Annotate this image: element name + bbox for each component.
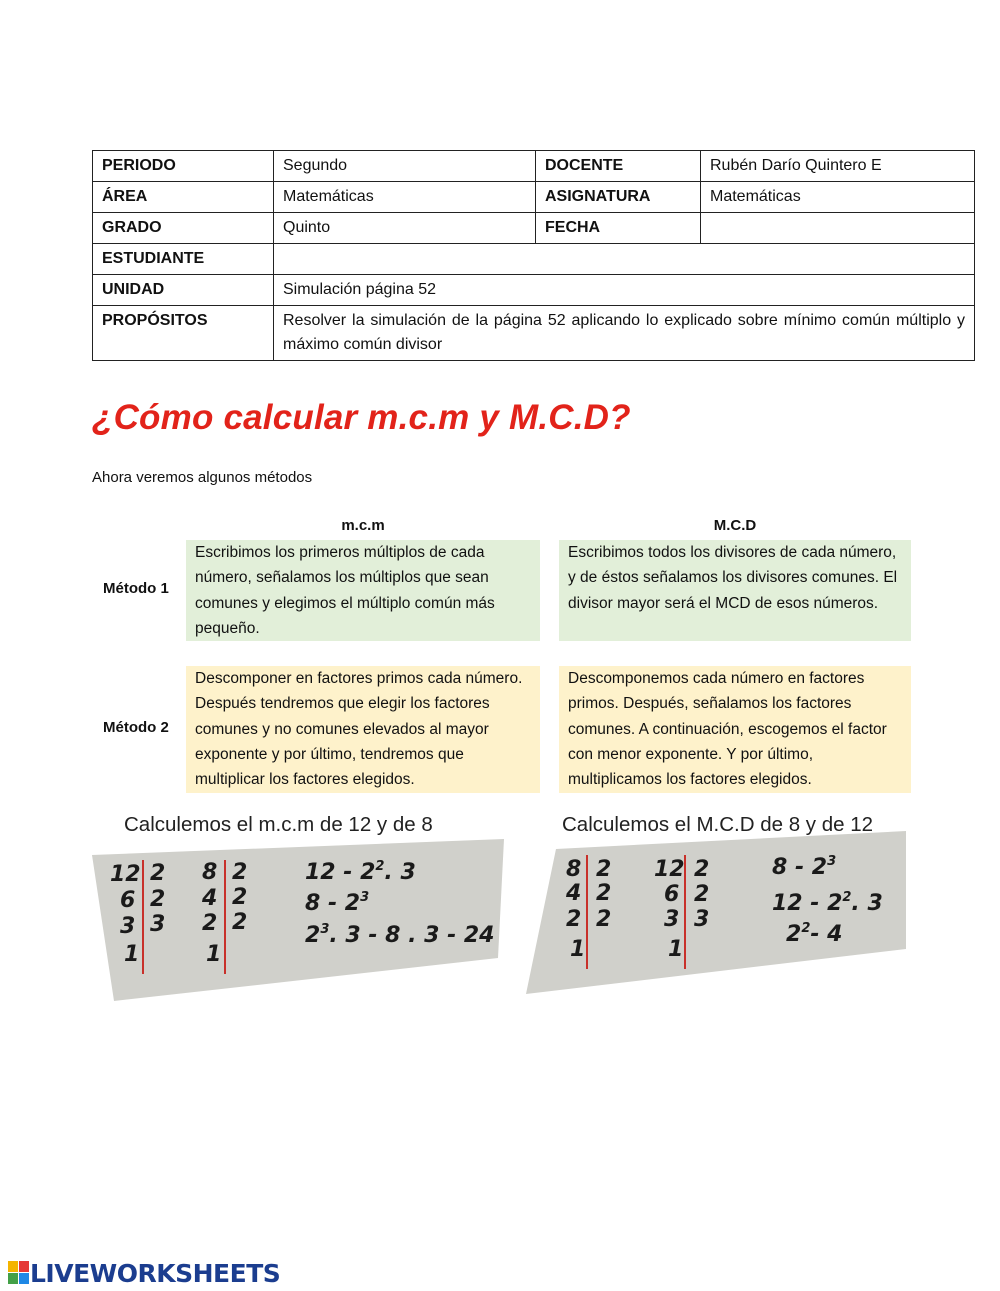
result-line xyxy=(786,921,842,947)
table-row xyxy=(93,182,975,213)
grado-label: GRADO xyxy=(93,213,274,244)
metodo1-label: Método 1 xyxy=(103,580,169,597)
divisor-cell: 2 xyxy=(596,881,612,906)
metodo2-mcm-box: Descomponer en factores primos cada número. Después tendremos que elegir los factores comunes y no comunes elevados al mayor exponente y por último, tendremos que multiplicar los factores elegidos. xyxy=(186,666,540,793)
info-table xyxy=(92,150,975,361)
metodo1-mcd-box: Escribimos todos los divisores de cada número, y de éstos señalamos los divisores comunes. El divisor mayor será el MCD de esos números. xyxy=(559,540,911,641)
table-row xyxy=(93,151,975,182)
intro-text: Ahora veremos algunos métodos xyxy=(92,469,313,486)
divisor-cell: 2 xyxy=(150,861,166,886)
liveworksheets-logo xyxy=(8,1258,280,1288)
mcm-column-header: m.c.m xyxy=(341,517,385,534)
mcd-example-board xyxy=(524,825,944,1005)
divisor-cell: 2 xyxy=(694,857,710,882)
estudiante-field[interactable] xyxy=(274,244,975,275)
divisor-cell: 2 xyxy=(596,857,612,882)
table-row xyxy=(93,306,975,361)
docente-value: Rubén Darío Quintero E xyxy=(701,151,975,182)
expr-text: 2 xyxy=(786,922,802,947)
metodo1-mcm-box: Escribimos los primeros múltiplos de cada número, señalamos los múltiplos que sean comunes y elegimos el múltiplo común más pequeño. xyxy=(186,540,540,641)
mcm-example-title: Calculemos el m.c.m de 12 y de 8 xyxy=(124,813,433,836)
periodo-label: PERIODO xyxy=(93,151,274,182)
factorization-line xyxy=(305,859,416,885)
exponent: 2 xyxy=(842,890,852,905)
propositos-value: Resolver la simulación de la página 52 aplicando lo explicado sobre mínimo común múltiplo y máximo común divisor xyxy=(274,306,975,361)
number-cell: 1 xyxy=(206,942,222,967)
number-cell: 6 xyxy=(664,882,680,907)
number-cell: 4 xyxy=(202,886,218,911)
expr-text: 2 xyxy=(305,923,321,948)
number-cell: 3 xyxy=(120,914,136,939)
expr-text: 12 - 2 xyxy=(772,891,843,916)
expr-text: 12 - 2 xyxy=(305,860,376,885)
expr-text: 8 - 2 xyxy=(305,891,361,916)
asignatura-value: Matemáticas xyxy=(701,182,975,213)
logo-icon xyxy=(8,1261,30,1285)
divisor-cell: 2 xyxy=(232,860,248,885)
metodo2-label: Método 2 xyxy=(103,719,169,736)
board-background xyxy=(526,831,906,994)
divisor-cell: 2 xyxy=(694,882,710,907)
number-cell: 1 xyxy=(668,937,684,962)
exponent: 3 xyxy=(827,854,837,869)
number-cell: 6 xyxy=(120,888,136,913)
exponent: 2 xyxy=(801,921,811,936)
exponent: 2 xyxy=(375,859,385,874)
number-cell: 12 xyxy=(110,862,141,887)
factorization-line xyxy=(772,854,836,880)
grado-value: Quinto xyxy=(274,213,536,244)
expr-text: - 4 xyxy=(810,922,843,947)
number-cell: 4 xyxy=(566,881,582,906)
number-cell: 8 xyxy=(566,857,582,882)
divisor-cell: 2 xyxy=(232,885,248,910)
table-row xyxy=(93,213,975,244)
fecha-label: FECHA xyxy=(536,213,701,244)
fecha-field[interactable] xyxy=(701,213,975,244)
factorization-line xyxy=(305,890,369,916)
number-cell: 1 xyxy=(570,937,586,962)
docente-label: DOCENTE xyxy=(536,151,701,182)
metodo2-mcd-box: Descomponemos cada número en factores primos. Después, señalamos los factores comunes. A continuación, escogemos el factor con menor exponente. Y por último, multiplicamos los factores elegidos. xyxy=(559,666,911,793)
divisor-cell: 3 xyxy=(694,907,710,932)
divisor-cell: 2 xyxy=(232,910,248,935)
expr-text: . 3 - 8 . 3 - 24 xyxy=(329,923,495,948)
area-value: Matemáticas xyxy=(274,182,536,213)
propositos-label: PROPÓSITOS xyxy=(93,306,274,361)
divisor-cell: 3 xyxy=(150,912,166,937)
page-title: ¿Cómo calcular m.c.m y M.C.D? xyxy=(92,398,631,437)
number-cell: 2 xyxy=(202,911,218,936)
divisor-cell: 2 xyxy=(150,887,166,912)
mcd-column-header: M.C.D xyxy=(713,517,757,534)
estudiante-label: ESTUDIANTE xyxy=(93,244,274,275)
result-line xyxy=(305,922,495,948)
unidad-label: UNIDAD xyxy=(93,275,274,306)
expr-text: . 3 xyxy=(851,891,883,916)
factorization-line xyxy=(772,890,883,916)
number-cell: 2 xyxy=(566,907,582,932)
table-row xyxy=(93,275,975,306)
mcm-example-board xyxy=(92,825,512,1005)
asignatura-label: ASIGNATURA xyxy=(536,182,701,213)
expr-text: 8 - 2 xyxy=(772,855,828,880)
mcd-example-title: Calculemos el M.C.D de 8 y de 12 xyxy=(562,813,874,836)
area-label: ÁREA xyxy=(93,182,274,213)
unidad-value: Simulación página 52 xyxy=(274,275,975,306)
periodo-value: Segundo xyxy=(274,151,536,182)
number-cell: 3 xyxy=(664,907,680,932)
expr-text: . 3 xyxy=(384,860,416,885)
divisor-cell: 2 xyxy=(596,907,612,932)
exponent: 3 xyxy=(320,922,330,937)
number-cell: 12 xyxy=(654,857,685,882)
logo-text: LIVEWORKSHEETS xyxy=(30,1258,281,1288)
exponent: 3 xyxy=(360,890,370,905)
table-row xyxy=(93,244,975,275)
number-cell: 1 xyxy=(124,942,140,967)
number-cell: 8 xyxy=(202,860,218,885)
